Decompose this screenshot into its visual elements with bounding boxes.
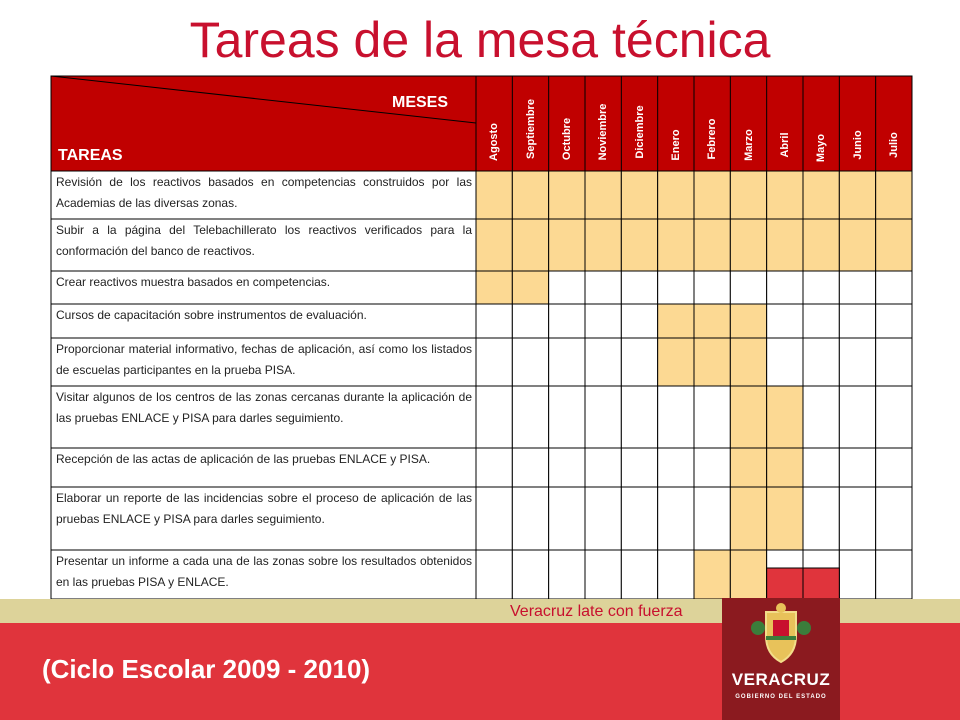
schedule-cell-empty — [585, 550, 621, 599]
schedule-cell-empty — [585, 271, 621, 304]
task-label: Revisión de los reactivos basados en competencias construidos por las Academias de las diversas zonas. — [56, 175, 472, 210]
schedule-cell-empty — [767, 271, 803, 304]
schedule-cell-empty — [694, 448, 730, 487]
schedule-cell-empty — [549, 304, 585, 338]
slide-title: Tareas de la mesa técnica — [189, 12, 771, 68]
schedule-cell-empty — [476, 386, 512, 448]
schedule-cell-filled — [512, 271, 548, 304]
schedule-cell-empty — [549, 386, 585, 448]
schedule-cell-empty — [767, 338, 803, 386]
schedule-cell-empty — [585, 487, 621, 550]
header-meses: MESES — [392, 94, 449, 111]
schedule-cell-filled — [767, 487, 803, 550]
schedule-cell-filled — [476, 171, 512, 219]
red-mark-cell — [767, 568, 803, 599]
schedule-cell-empty — [476, 448, 512, 487]
schedule-cell-empty — [621, 338, 657, 386]
schedule-cell-empty — [621, 550, 657, 599]
schedule-cell-empty — [876, 487, 912, 550]
task-label: Subir a la página del Telebachillerato los reactivos verificados para la conformación del banco de reactivos. — [56, 223, 472, 258]
schedule-cell-filled — [730, 448, 766, 487]
schedule-cell-empty — [512, 338, 548, 386]
schedule-cell-filled — [585, 219, 621, 271]
schedule-cell-filled — [476, 271, 512, 304]
schedule-cell-empty — [549, 550, 585, 599]
month-header-mayo: Mayo — [815, 134, 828, 163]
schedule-cell-empty — [512, 386, 548, 448]
month-header-abril: Abril — [778, 132, 791, 158]
schedule-cell-filled — [803, 219, 839, 271]
schedule-cell-filled — [876, 171, 912, 219]
schedule-cell-filled — [512, 171, 548, 219]
schedule-cell-filled — [621, 171, 657, 219]
schedule-cell-empty — [803, 386, 839, 448]
schedule-cell-empty — [803, 304, 839, 338]
schedule-cell-empty — [621, 386, 657, 448]
month-header-diciembre: Diciembre — [633, 105, 646, 159]
veracruz-logo — [722, 598, 840, 720]
schedule-cell-empty — [803, 338, 839, 386]
schedule-cell-filled — [730, 386, 766, 448]
schedule-cell-empty — [476, 487, 512, 550]
schedule-cell-filled — [876, 219, 912, 271]
schedule-cell-filled — [549, 219, 585, 271]
schedule-cell-empty — [730, 271, 766, 304]
schedule-cell-empty — [839, 386, 875, 448]
month-header-octubre: Octubre — [560, 117, 573, 160]
schedule-cell-empty — [621, 448, 657, 487]
schedule-cell-empty — [694, 487, 730, 550]
red-mark-cell — [803, 568, 839, 599]
schedule-cell-filled — [694, 304, 730, 338]
schedule-cell-filled — [694, 550, 730, 599]
schedule-cell-empty — [585, 304, 621, 338]
schedule-cell-empty — [512, 487, 548, 550]
schedule-cell-filled — [658, 338, 694, 386]
schedule-cell-filled — [730, 487, 766, 550]
schedule-cell-empty — [876, 338, 912, 386]
schedule-cell-filled — [621, 219, 657, 271]
schedule-cell-filled — [767, 171, 803, 219]
schedule-cell-filled — [658, 304, 694, 338]
schedule-cell-filled — [839, 219, 875, 271]
schedule-cell-empty — [549, 448, 585, 487]
schedule-cell-filled — [730, 338, 766, 386]
schedule-cell-empty — [803, 271, 839, 304]
schedule-cell-empty — [512, 550, 548, 599]
schedule-cell-filled — [658, 171, 694, 219]
schedule-cell-empty — [621, 304, 657, 338]
schedule-cell-empty — [876, 271, 912, 304]
schedule-cell-empty — [803, 487, 839, 550]
task-label: Elaborar un reporte de las incidencias sobre el proceso de aplicación de las pruebas ENLACE y PISA para darles seguimiento. — [56, 491, 472, 526]
school-cycle-label: (Ciclo Escolar 2009 - 2010) — [42, 654, 371, 684]
schedule-cell-filled — [658, 219, 694, 271]
schedule-cell-empty — [658, 550, 694, 599]
schedule-cell-empty — [694, 271, 730, 304]
month-header-septiembre: Septiembre — [524, 99, 537, 159]
logo-title: VERACRUZ — [731, 670, 831, 689]
schedule-cell-empty — [876, 448, 912, 487]
month-header-enero: Enero — [669, 129, 682, 161]
schedule-cell-empty — [549, 338, 585, 386]
coat-of-arms-icon — [722, 598, 840, 670]
schedule-cell-empty — [476, 550, 512, 599]
schedule-cell-empty — [658, 448, 694, 487]
schedule-cell-empty — [476, 304, 512, 338]
schedule-cell-empty — [476, 338, 512, 386]
task-label: Recepción de las actas de aplicación de las pruebas ENLACE y PISA. — [56, 452, 431, 466]
month-header-junio: Junio — [851, 130, 864, 160]
schedule-cell-filled — [767, 219, 803, 271]
month-header-noviembre: Noviembre — [597, 103, 610, 161]
schedule-cell-filled — [694, 338, 730, 386]
logo-subtitle: GOBIERNO DEL ESTADO — [735, 694, 827, 700]
task-label: Cursos de capacitación sobre instrumentos de evaluación. — [56, 308, 367, 322]
schedule-cell-filled — [839, 171, 875, 219]
schedule-cell-empty — [621, 271, 657, 304]
schedule-cell-filled — [549, 171, 585, 219]
schedule-cell-empty — [694, 386, 730, 448]
month-header-julio: Julio — [887, 132, 900, 158]
schedule-cell-empty — [658, 386, 694, 448]
schedule-cell-empty — [876, 304, 912, 338]
schedule-cell-empty — [512, 304, 548, 338]
schedule-cell-filled — [585, 171, 621, 219]
schedule-cell-empty — [839, 271, 875, 304]
schedule-cell-filled — [512, 219, 548, 271]
schedule-cell-empty — [876, 550, 912, 599]
schedule-cell-empty — [767, 304, 803, 338]
schedule-cell-filled — [694, 219, 730, 271]
schedule-cell-empty — [658, 271, 694, 304]
schedule-cell-filled — [767, 386, 803, 448]
month-header-febrero: Febrero — [706, 118, 719, 160]
schedule-cell-empty — [839, 448, 875, 487]
schedule-cell-filled — [694, 171, 730, 219]
schedule-cell-empty — [549, 271, 585, 304]
schedule-cell-empty — [876, 386, 912, 448]
month-header-agosto: Agosto — [488, 122, 501, 161]
task-label: Presentar un informe a cada una de las zonas sobre los resultados obtenidos en las pruebas PISA y ENLACE. — [56, 554, 472, 589]
schedule-cell-empty — [658, 487, 694, 550]
month-header-marzo: Marzo — [742, 129, 755, 161]
schedule-cell-empty — [585, 448, 621, 487]
schedule-cell-empty — [585, 338, 621, 386]
schedule-cell-empty — [839, 550, 875, 599]
schedule-cell-empty — [839, 487, 875, 550]
tagline: Veracruz late con fuerza — [510, 603, 683, 620]
schedule-cell-empty — [512, 448, 548, 487]
schedule-cell-empty — [585, 386, 621, 448]
task-label: Crear reactivos muestra basados en competencias. — [56, 275, 331, 289]
task-label: Visitar algunos de los centros de las zonas cercanas durante la aplicación de las pruebas ENLACE y PISA para darles seguimiento. — [56, 390, 472, 425]
schedule-cell-empty — [839, 304, 875, 338]
schedule-cell-filled — [730, 219, 766, 271]
schedule-cell-filled — [730, 304, 766, 338]
schedule-cell-empty — [839, 338, 875, 386]
schedule-cell-empty — [803, 448, 839, 487]
schedule-cell-empty — [621, 487, 657, 550]
schedule-cell-filled — [730, 550, 766, 599]
schedule-cell-filled — [730, 171, 766, 219]
schedule-cell-filled — [803, 171, 839, 219]
header-tareas: TAREAS — [58, 147, 123, 164]
schedule-cell-empty — [549, 487, 585, 550]
schedule-cell-filled — [476, 219, 512, 271]
schedule-cell-filled — [767, 448, 803, 487]
task-label: Proporcionar material informativo, fechas de aplicación, así como los listados de escuelas participantes en la prueba PISA. — [56, 342, 472, 377]
